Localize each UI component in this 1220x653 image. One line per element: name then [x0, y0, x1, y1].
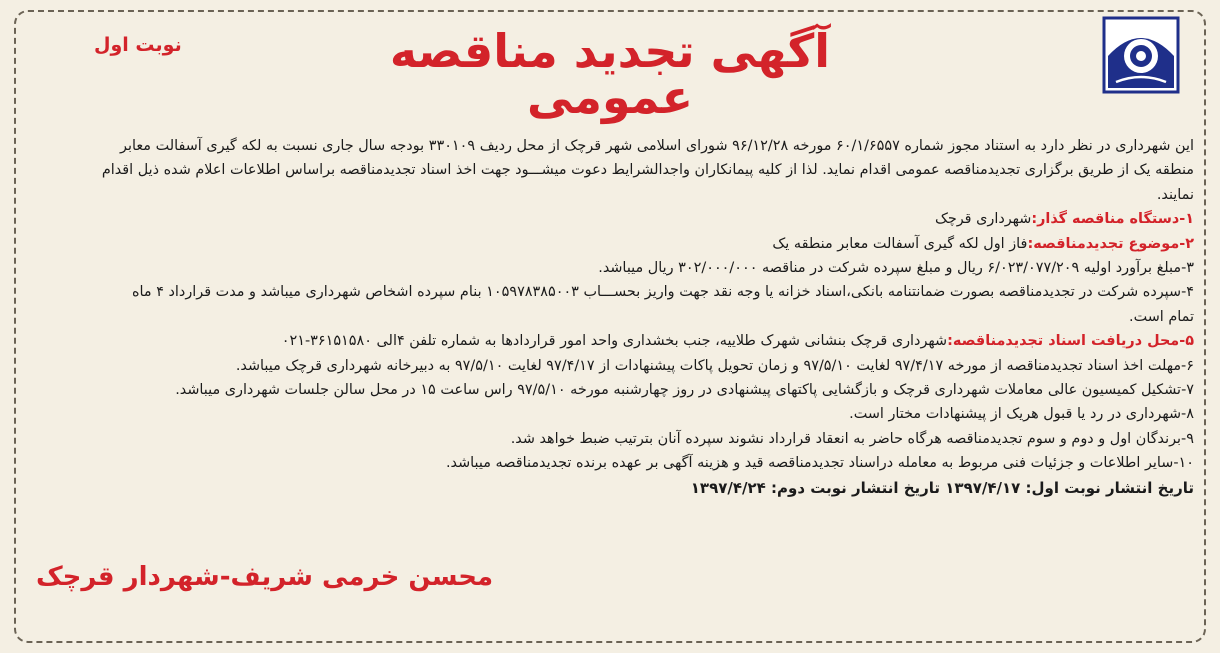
item-2-text: فاز اول لکه گیری آسفالت معابر منطقه یک	[772, 235, 1028, 252]
item-2-label: ۲-موضوع تجدیدمناقصه:	[1027, 235, 1194, 252]
item-4: ۴-سپرده شرکت در تجدیدمناقصه بصورت ضمانتنامه بانکی،اسناد خزانه یا وجه نقد جهت واریز بحســـاب ۱۰۵۹۷۸۳۸۵۰۰۳ بنام سپرده اشخاص شهرداری میباشد و مدت قرارداد ۴ ماه	[131, 284, 1194, 301]
item-6: ۶-مهلت اخذ اسناد تجدیدمناقصه از مورخه ۹۷/۴/۱۷ لغایت ۹۷/۵/۱۰ و زمان تحویل پاکات پیشنهادات از ۹۷/۴/۱۷ لغایت ۹۷/۵/۱۰ به دبیرخانه شهرداری قرچک میباشد.	[235, 357, 1194, 374]
item-5	[44, 329, 1194, 353]
item-1-label: ۱-دستگاه مناقصه گذار:	[1031, 211, 1194, 228]
item-1	[44, 207, 1194, 231]
round-label: نوبت اول	[94, 34, 182, 56]
municipality-emblem-icon	[1102, 16, 1180, 94]
intro-line: منطقه یک از طریق برگزاری تجدیدمناقصه عمومی اقدام نماید. لذا از کلیه پیمانکاران واجدالشرایط دعوت میشـــود جهت اخذ اسناد تجدیدمناقصه براساس اطلاعات اعلام شده ذیل اقدام	[101, 162, 1194, 179]
signature: محسن خرمی شریف-شهردار قرچک	[36, 562, 494, 592]
publish-dates: تاریخ انتشار نوبت اول: ۱۳۹۷/۴/۱۷ تاریخ انتشار نوبت دوم: ۱۳۹۷/۴/۲۴	[690, 478, 1194, 497]
intro-line: این شهرداری در نظر دارد به استناد مجوز شماره ۶۰/۱/۶۵۵۷ مورخه ۹۶/۱۲/۲۸ شورای اسلامی شهر قرچک از محل ردیف ۳۳۰۱۰۹ بودجه سال جاری نسبت به لکه گیری آسفالت معابر	[120, 138, 1194, 154]
item-1-text: شهرداری قرچک	[934, 211, 1032, 228]
item-9: ۹-برندگان اول و دوم و سوم تجدیدمناقصه هرگاه حاضر به انعقاد قرارداد نشوند سپرده آنان بترتیب ضبط خواهد شد.	[510, 430, 1194, 447]
item-5-label: ۵-محل دریافت اسناد تجدیدمناقصه:	[947, 333, 1194, 350]
item-5-text: شهرداری قرچک بنشانی شهرک طلاییه، جنب بخشداری واحد امور قراردادها به شماره تلفن ۴الی ۳۶۱۵۱۵۸۰-۰۲۱	[281, 333, 948, 350]
item-8: ۸-شهرداری در رد یا قبول هریک از پیشنهادات مختار است.	[849, 406, 1194, 423]
item-7: ۷-تشکیل کمیسیون عالی معاملات شهرداری قرچک و بازگشایی پاکتهای پیشنهادی در روز چهارشنبه مورخه ۹۷/۵/۱۰ راس ساعت ۱۵ در محل سالن جلسات شهرداری میباشد.	[175, 382, 1194, 399]
item-2	[44, 232, 1194, 256]
intro-line: نمایند.	[1156, 186, 1194, 203]
item-10: ۱۰-سایر اطلاعات و جزئیات فنی مربوط به معامله دراسناد تجدیدمناقصه قید و هزینه آگهی بر عهده برنده تجدیدمناقصه میباشد.	[445, 455, 1194, 472]
notice-title: آگهی تجدید مناقصه عمومی	[389, 24, 831, 124]
item-3: ۳-مبلغ برآورد اولیه ۶/۰۲۳/۰۷۷/۲۰۹ ریال و مبلغ سپرده شرکت در مناقصه ۳۰۲/۰۰۰/۰۰۰ ریال میباشد.	[598, 260, 1194, 277]
notice-body	[44, 134, 1194, 500]
item-4-cont: تمام است.	[1129, 308, 1194, 325]
